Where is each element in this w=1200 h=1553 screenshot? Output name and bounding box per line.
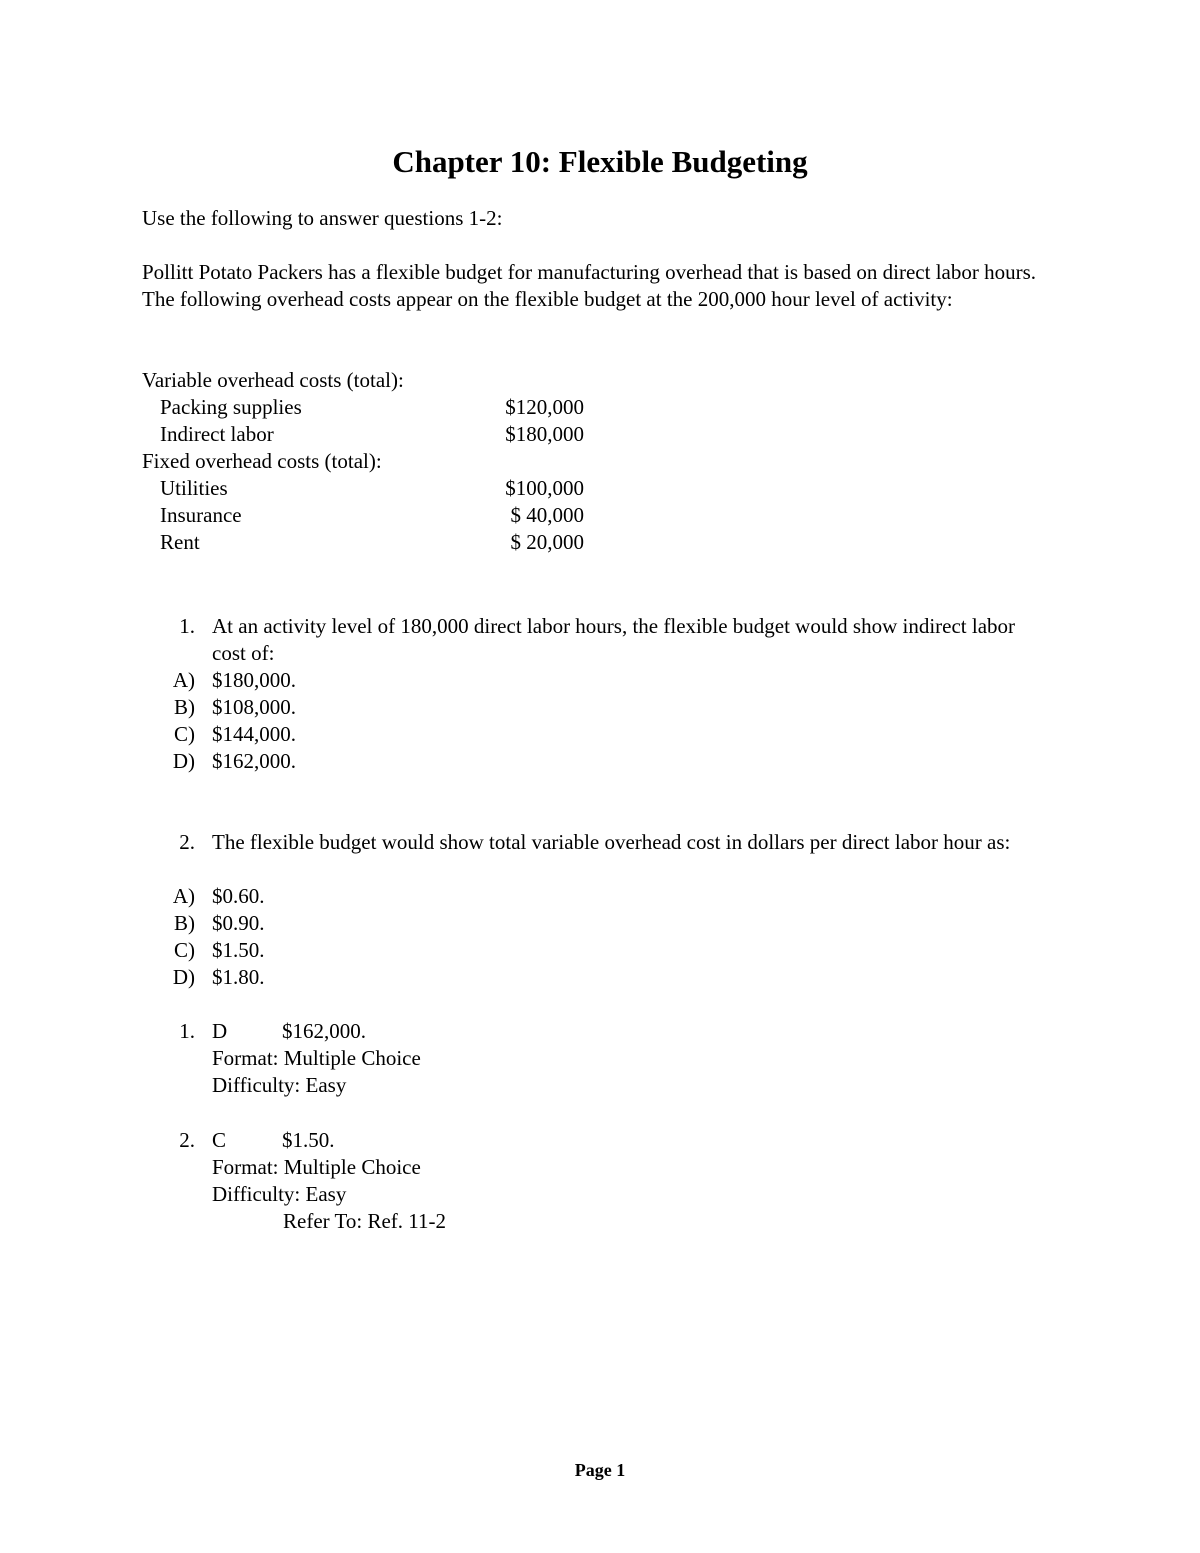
answer-letter: D bbox=[212, 1019, 228, 1043]
option-text: $0.60. bbox=[212, 884, 265, 908]
question-number: 2. bbox=[179, 830, 195, 854]
cost-amount: $ 20,000 bbox=[510, 530, 584, 554]
cost-amount: $ 40,000 bbox=[510, 503, 584, 527]
option-letter: A) bbox=[172, 884, 195, 908]
cost-amount: $120,000 bbox=[505, 395, 584, 419]
question-text: The flexible budget would show total variable overhead cost in dollars per direct labor hour as: bbox=[212, 830, 1011, 854]
variable-header-row bbox=[142, 367, 584, 394]
page-footer: Page 1 bbox=[574, 1460, 626, 1480]
scenario-paragraph: Pollitt Potato Packers has a flexible budget for manufacturing overhead that is based on direct labor hours. The following overhead costs appear on the flexible budget at the 200,000 hour level of activity: bbox=[142, 260, 1037, 311]
answer-difficulty: Difficulty: Easy bbox=[212, 1073, 347, 1097]
intro-text: Use the following to answer questions 1-2: bbox=[142, 206, 503, 230]
question-number: 1. bbox=[179, 614, 195, 638]
cost-row bbox=[142, 502, 584, 529]
page-title: Chapter 10: Flexible Budgeting bbox=[392, 144, 808, 179]
variable-header: Variable overhead costs (total): bbox=[142, 368, 404, 392]
cost-amount: $180,000 bbox=[505, 422, 584, 446]
cost-label: Insurance bbox=[160, 503, 242, 527]
question-text: At an activity level of 180,000 direct labor hours, the flexible budget would show indirect labor cost of: bbox=[212, 614, 1016, 665]
option-text: $108,000. bbox=[212, 695, 296, 719]
option-letter: C) bbox=[174, 938, 195, 962]
cost-row bbox=[142, 529, 584, 556]
answer-format: Format: Multiple Choice bbox=[212, 1046, 421, 1070]
cost-row bbox=[142, 394, 584, 421]
cost-label: Indirect labor bbox=[160, 422, 274, 446]
cost-row bbox=[142, 475, 584, 502]
option-text: $1.50. bbox=[212, 938, 265, 962]
cost-row bbox=[142, 421, 584, 448]
answer-value: $162,000. bbox=[282, 1019, 366, 1043]
option-text: $180,000. bbox=[212, 668, 296, 692]
fixed-header-row bbox=[142, 448, 584, 475]
cost-label: Packing supplies bbox=[160, 395, 302, 419]
option-text: $1.80. bbox=[212, 965, 265, 989]
overhead-cost-table bbox=[142, 367, 584, 556]
option-letter: B) bbox=[174, 695, 195, 719]
answer-difficulty: Difficulty: Easy bbox=[212, 1182, 347, 1206]
option-text: $0.90. bbox=[212, 911, 265, 935]
answer-letter: C bbox=[212, 1128, 227, 1152]
answer-reference: Refer To: Ref. 11-2 bbox=[283, 1209, 446, 1233]
answer-number: 2. bbox=[179, 1128, 195, 1152]
option-letter: D) bbox=[172, 749, 195, 773]
cost-label: Rent bbox=[160, 530, 200, 554]
fixed-header: Fixed overhead costs (total): bbox=[142, 449, 382, 473]
answer-number: 1. bbox=[179, 1019, 195, 1043]
cost-amount: $100,000 bbox=[505, 476, 584, 500]
option-letter: B) bbox=[174, 911, 195, 935]
cost-label: Utilities bbox=[160, 476, 228, 500]
option-letter: C) bbox=[174, 722, 195, 746]
option-text: $144,000. bbox=[212, 722, 296, 746]
option-letter: A) bbox=[172, 668, 195, 692]
option-letter: D) bbox=[172, 965, 195, 989]
option-text: $162,000. bbox=[212, 749, 296, 773]
answer-value: $1.50. bbox=[282, 1128, 335, 1152]
answer-format: Format: Multiple Choice bbox=[212, 1155, 421, 1179]
